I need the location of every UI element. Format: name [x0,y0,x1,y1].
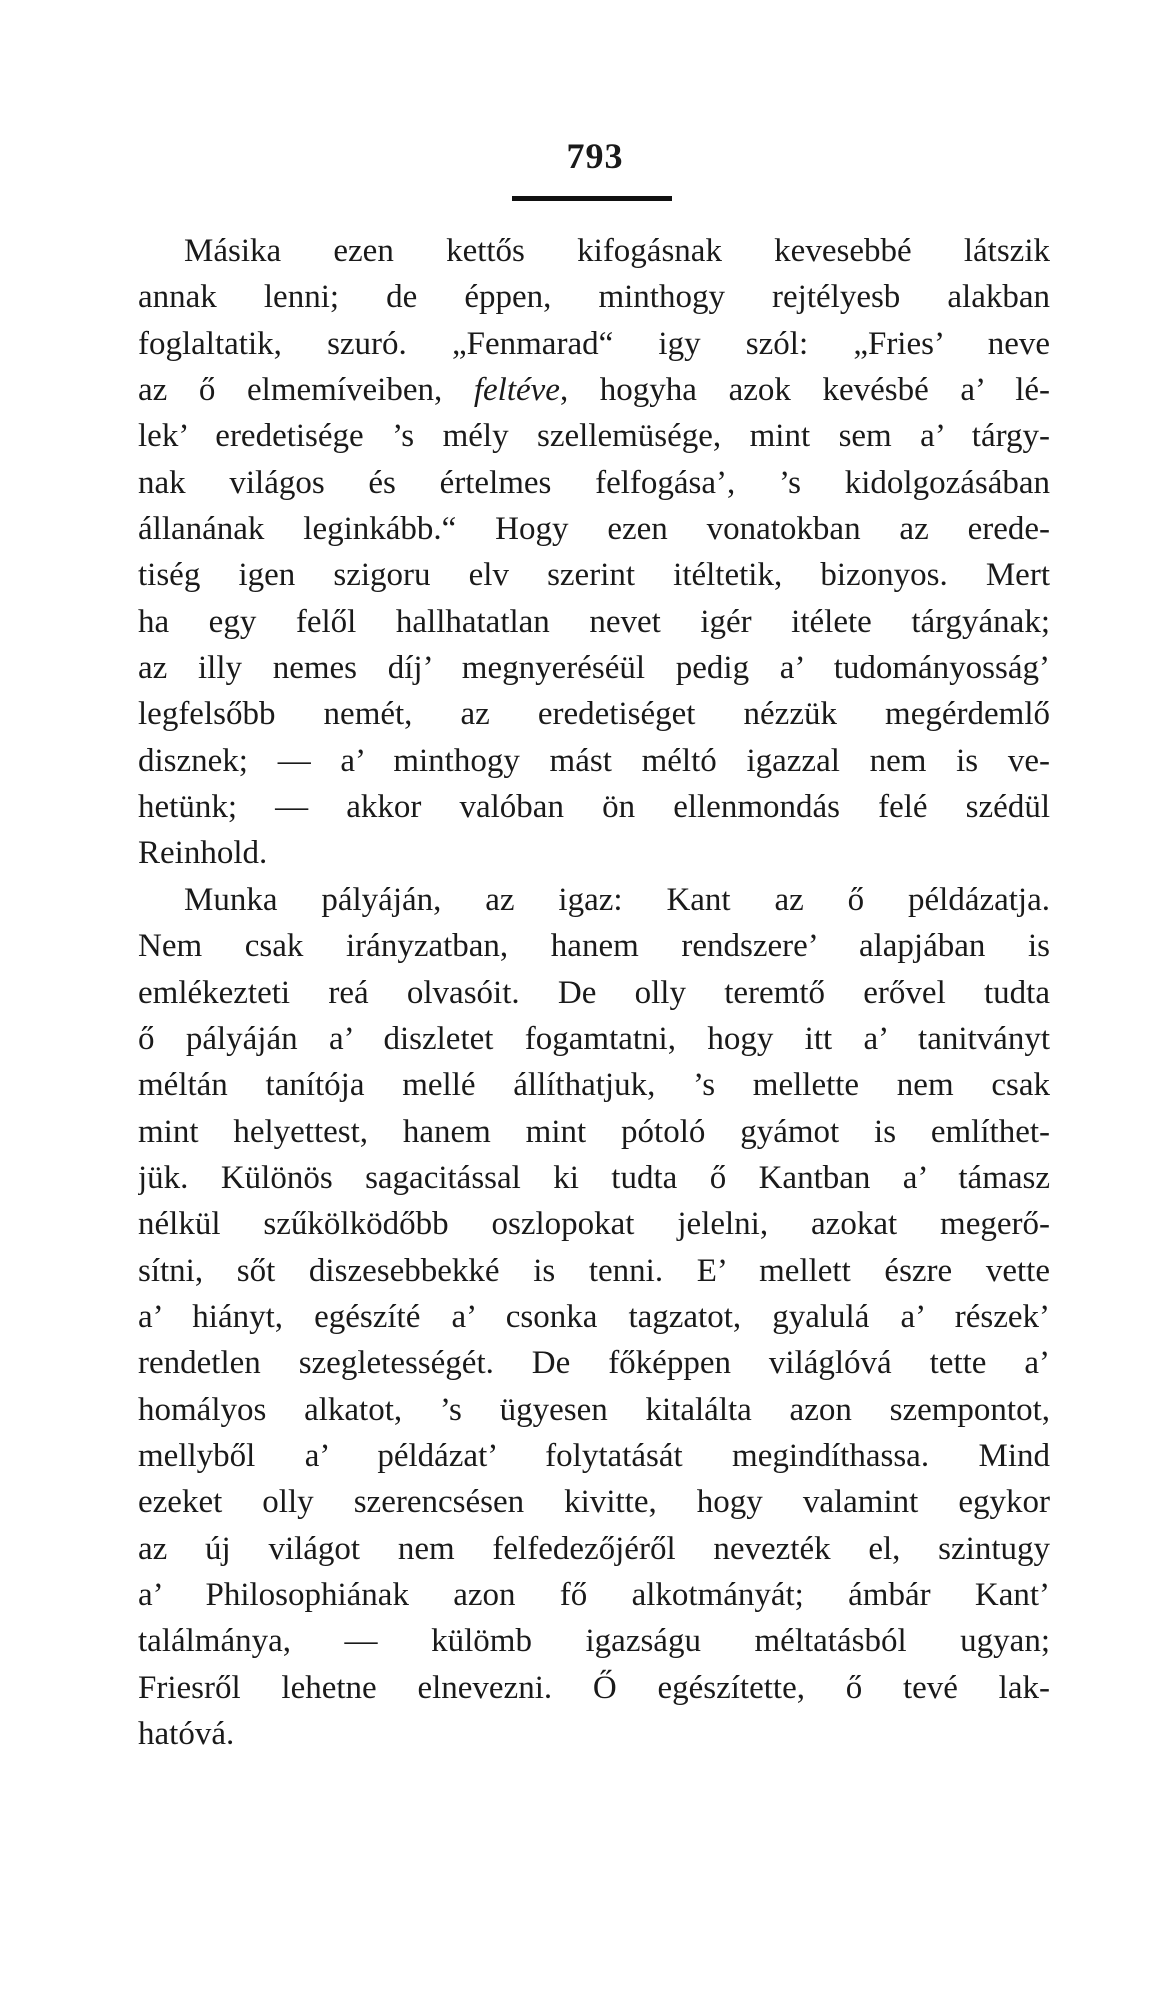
text-line: mellyből a’ példázat’ folytatását megindíthassa. Mind [138,1437,1050,1474]
text-line: méltán tanítója mellé állíthatjuk, ’s mellette nem csak [138,1067,1050,1104]
text-line: a’ Philosophiának azon fő alkotmányát; ámbár Kant’ [138,1576,1050,1613]
text-line: ő pályáján a’ diszletet fogamtatni, hogy itt a’ tanitványt [138,1020,1050,1057]
page-number: 793 [566,136,624,176]
text-line: állanának leginkább.“ Hogy ezen vonatokban az erede- [138,511,1050,548]
paragraph-1 [138,228,1050,877]
text-line: disznek; — a’ minthogy mást méltó igazzal nem is ve- [138,742,1050,779]
header-rule [512,196,672,201]
text-line: Munka pályáján, az igaz: Kant az ő példázatja. [184,881,1050,918]
text-line: hatóvá. [138,1716,235,1752]
text-line: az új világot nem felfedezőjéről nevezték el, szintugy [138,1530,1050,1567]
text-line: Friesről lehetne elnevezni. Ő egészítette, ő tevé lak- [138,1669,1050,1706]
text-line: az ő elmemíveiben, feltéve, hogyha azok kevésbé a’ lé- [138,372,1050,409]
text-line: sítni, sőt diszesebbekké is tenni. E’ mellett észre vette [138,1252,1050,1289]
text-line: Másika ezen kettős kifogásnak kevesebbé látszik [184,233,1050,269]
body-text [138,228,1050,1757]
text-line: annak lenni; de éppen, minthogy rejtélyesb alakban [138,279,1050,316]
text-line: hetünk; — akkor valóban ön ellenmondás felé szédül [138,789,1050,826]
paragraph-2 [138,877,1050,1758]
text-line: nak világos és értelmes felfogása’, ’s kidolgozásában [138,464,1050,501]
italic-word: feltéve [473,372,560,409]
text-line: a’ hiányt, egészíté a’ csonka tagzatot, gyalulá a’ részek’ [138,1298,1050,1335]
text-line: az illy nemes díj’ megnyeréséül pedig a’ tudományosság’ [138,650,1050,687]
text-line: nélkül szűkölködőbb oszlopokat jelelni, azokat megerő- [138,1206,1050,1243]
text-line: mint helyettest, hanem mint pótoló gyámot is említhet- [138,1113,1050,1150]
text-line: Nem csak irányzatban, hanem rendszere’ alapjában is [138,928,1050,965]
text-line: legfelsőbb nemét, az eredetiséget nézzük megérdemlő [138,696,1050,733]
text-line: lek’ eredetisége ’s mély szellemüsége, mint sem a’ tárgy- [138,418,1050,455]
text-line: emlékezteti reá olvasóit. De olly teremtő erővel tudta [138,974,1050,1011]
text-line: foglaltatik, szuró. „Fenmarad“ igy szól: „Fries’ neve [138,325,1050,362]
text-line: jük. Különös sagacitással ki tudta ő Kantban a’ támasz [138,1159,1050,1196]
text-line: tiség igen szigoru elv szerint itéltetik, bizonyos. Mert [138,557,1050,594]
text-line: homályos alkatot, ’s ügyesen kitalálta azon szempontot, [138,1391,1050,1428]
text-line: találmánya, — külömb igazságu méltatásból ugyan; [138,1623,1050,1660]
text-line: ha egy felől hallhatatlan nevet igér itélete tárgyának; [138,603,1050,640]
text-line: Reinhold. [138,835,268,872]
text-line: ezeket olly szerencsésen kivitte, hogy valamint egykor [138,1484,1050,1521]
text-line: rendetlen szegletességét. De főképpen világlóvá tette a’ [138,1345,1050,1382]
